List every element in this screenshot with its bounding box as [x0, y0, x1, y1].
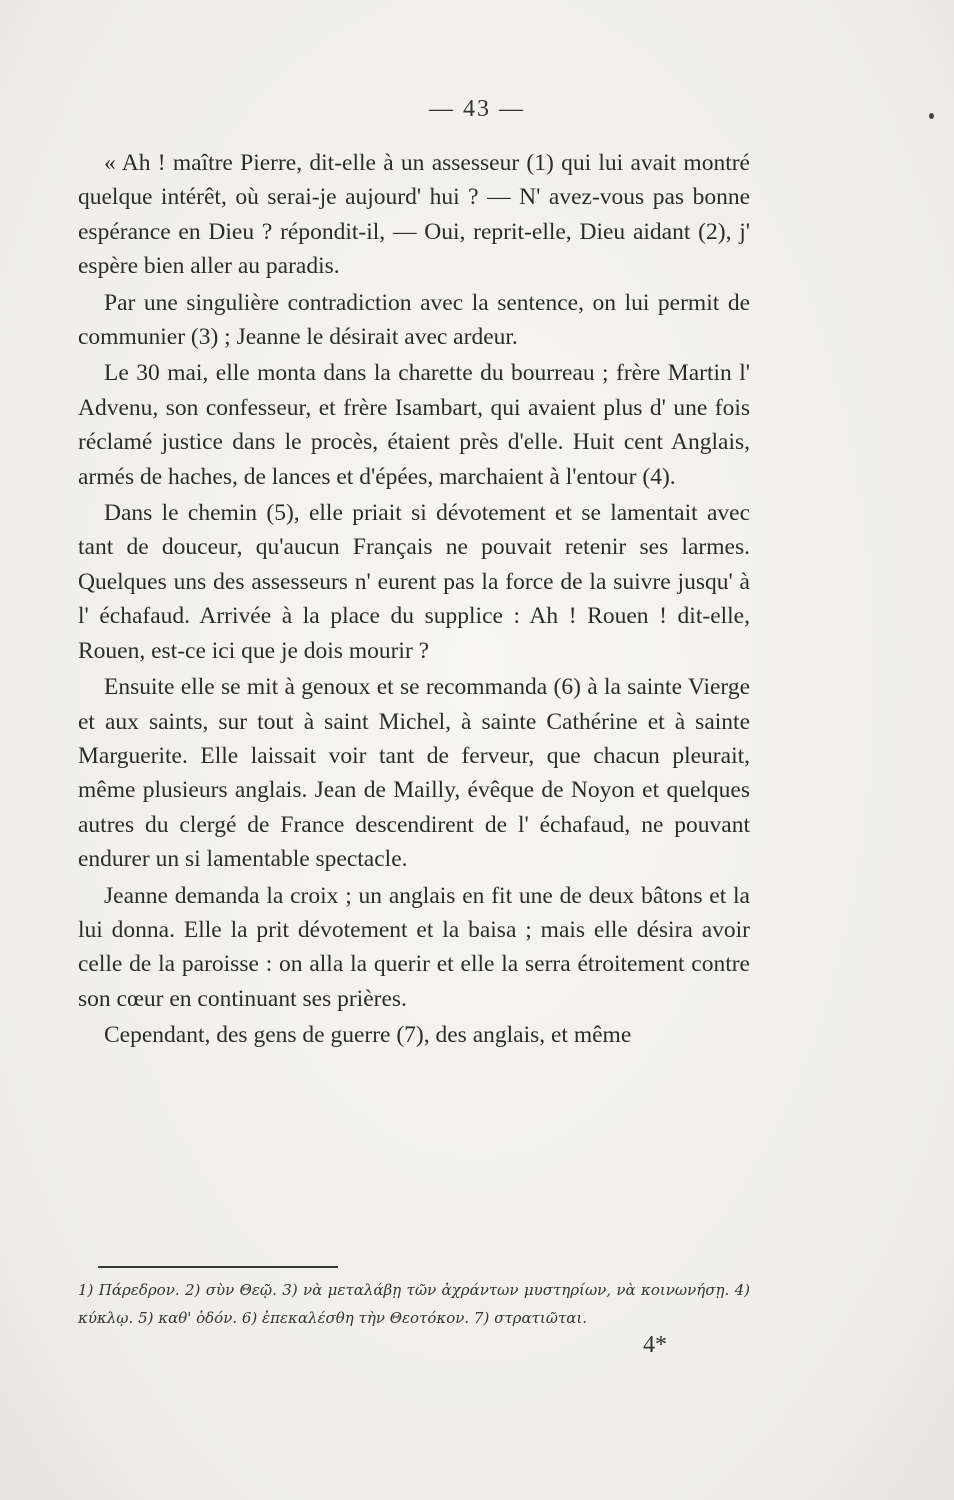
- paragraph-3: Le 30 mai, elle monta dans la charette du bourreau ; frère Martin l' Advenu, son confesseur, et frère Isambart, qui avaient plus d' une fois réclamé justice dans le procès, étaient près d'elle. Huit cent Anglais, armés de haches, de lances et d'épées, marchaient à l'entour (4).: [78, 360, 750, 490]
- body-text: [78, 146, 750, 1055]
- paragraph-2: Par une singulière contradiction avec la sentence, on lui permit de communier (3) ; Jeanne le désirait avec ardeur.: [78, 289, 750, 351]
- paragraph-7: Cependant, des gens de guerre (7), des anglais, et même: [104, 1022, 632, 1049]
- signature-mark: 4*: [643, 1332, 667, 1358]
- page-number: — 43 —: [429, 96, 525, 122]
- paragraph-5: Ensuite elle se mit à genoux et se recommanda (6) à la sainte Vierge et aux saints, sur tout à saint Michel, à sainte Cathérine et à sainte Marguerite. Elle laissait voir tant de ferveur, que chacun pleurait, même plusieurs anglais. Jean de Mailly, évêque de Noyon et quelques autres du clergé de France descendirent de l' échafaud, ne pouvant endurer un si lamentable spectacle.: [78, 674, 750, 873]
- paragraph-6: Jeanne demanda la croix ; un anglais en fit une de deux bâtons et la lui donna. Elle la prit dévotement et la baisa ; mais elle désira avoir celle de la paroisse : on alla la querir et elle la serra étroitement contre son cœur en continuant ses prières.: [78, 882, 750, 1012]
- footnote-rule: [98, 1266, 338, 1268]
- footnotes: 1) Πάρεδρον. 2) σὺν Θεῷ. 3) νὰ μεταλάβῃ τῶν ἀχράντων μυστηρίων, νὰ κοινωνήσῃ. 4) κύκλῳ. 5) καθ' ὁδόν. 6) ἐπεκαλέσθη τὴν Θεοτόκον. 7) στρατιῶται.: [78, 1281, 750, 1327]
- paragraph-4: Dans le chemin (5), elle priait si dévotement et se lamentait avec tant de douceur, qu'aucun Français ne pouvait retenir ses larmes. Quelques uns des assesseurs n' eurent pas la force de la suivre jusqu' à l' échafaud. Arrivée à la place du supplice : Ah ! Rouen ! dit-elle, Rouen, est-ce ici que je dois mourir ?: [78, 500, 750, 664]
- paragraph-1: « Ah ! maître Pierre, dit-elle à un assesseur (1) qui lui avait montré quelque intérêt, où serai-je aujourd' hui ? — N' avez-vous pas bonne espérance en Dieu ? répondit-il, — Oui, reprit-elle, Dieu aidant (2), j' espère bien aller au paradis.: [78, 150, 750, 280]
